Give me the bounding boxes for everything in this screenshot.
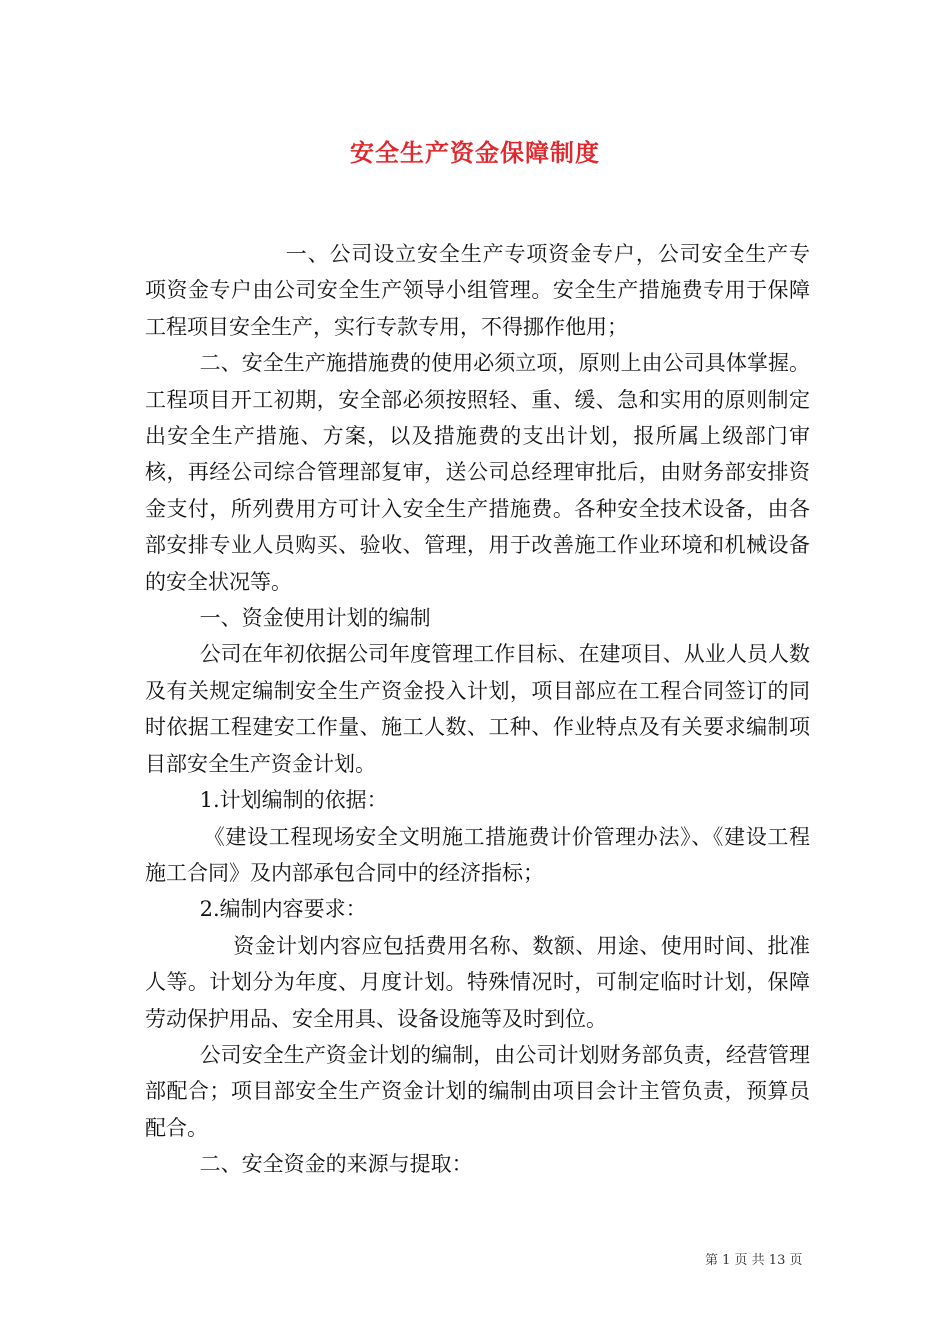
subheading-1: 1.计划编制的依据： bbox=[199, 788, 388, 813]
document-body bbox=[145, 236, 810, 1183]
paragraph-3: 公司在年初依据公司年度管理工作目标、在建项目、从业人员人数及有关规定编制安全生产资金投入计划，项目部应在工程合同签订的同时依据工程建安工作量、施工人数、工种、作业特点及有关要求编制项目部安全生产资金计划。 bbox=[145, 642, 810, 776]
document-title: 安全生产资金保障制度 bbox=[350, 138, 600, 167]
paragraph-2: 二、安全生产施措施费的使用必须立项，原则上由公司具体掌握。工程项目开工初期，安全部必须按照轻、重、缓、急和实用的原则制定出安全生产措施、方案，以及措施费的支出计划，报所属上级部门审核，再经公司综合管理部复审，送公司总经理审批后，由财务部安排资金支付，所列费用方可计入安全生产措施费。各种安全技术设备，由各部安排专业人员购买、验收、管理，用于改善施工作业环境和机械设备的安全状况等。 bbox=[145, 351, 810, 594]
subheading-2: 2.编制内容要求： bbox=[199, 897, 367, 922]
page-number: 第 1 页 共 13 页 bbox=[705, 1253, 803, 1268]
paragraph-4: 《建设工程现场安全文明施工措施费计价管理办法》、《建设工程施工合同》及内部承包合同中的经济指标； bbox=[145, 824, 810, 885]
paragraph-1: 一、公司设立安全生产专项资金专户，公司安全生产专项资金专户由公司安全生产领导小组管理。安全生产措施费专用于保障工程项目安全生产，实行专款专用，不得挪作他用； bbox=[145, 242, 810, 339]
paragraph-6: 公司安全生产资金计划的编制，由公司计划财务部负责，经营管理部配合；项目部安全生产资金计划的编制由项目会计主管负责，预算员配合。 bbox=[145, 1042, 810, 1140]
section-heading-1: 一、资金使用计划的编制 bbox=[199, 606, 431, 631]
section-heading-2: 二、安全资金的来源与提取： bbox=[199, 1152, 473, 1177]
paragraph-5: 资金计划内容应包括费用名称、数额、用途、使用时间、批准人等。计划分为年度、月度计划。特殊情况时，可制定临时计划，保障劳动保护用品、安全用具、设备设施等及时到位。 bbox=[145, 933, 810, 1031]
